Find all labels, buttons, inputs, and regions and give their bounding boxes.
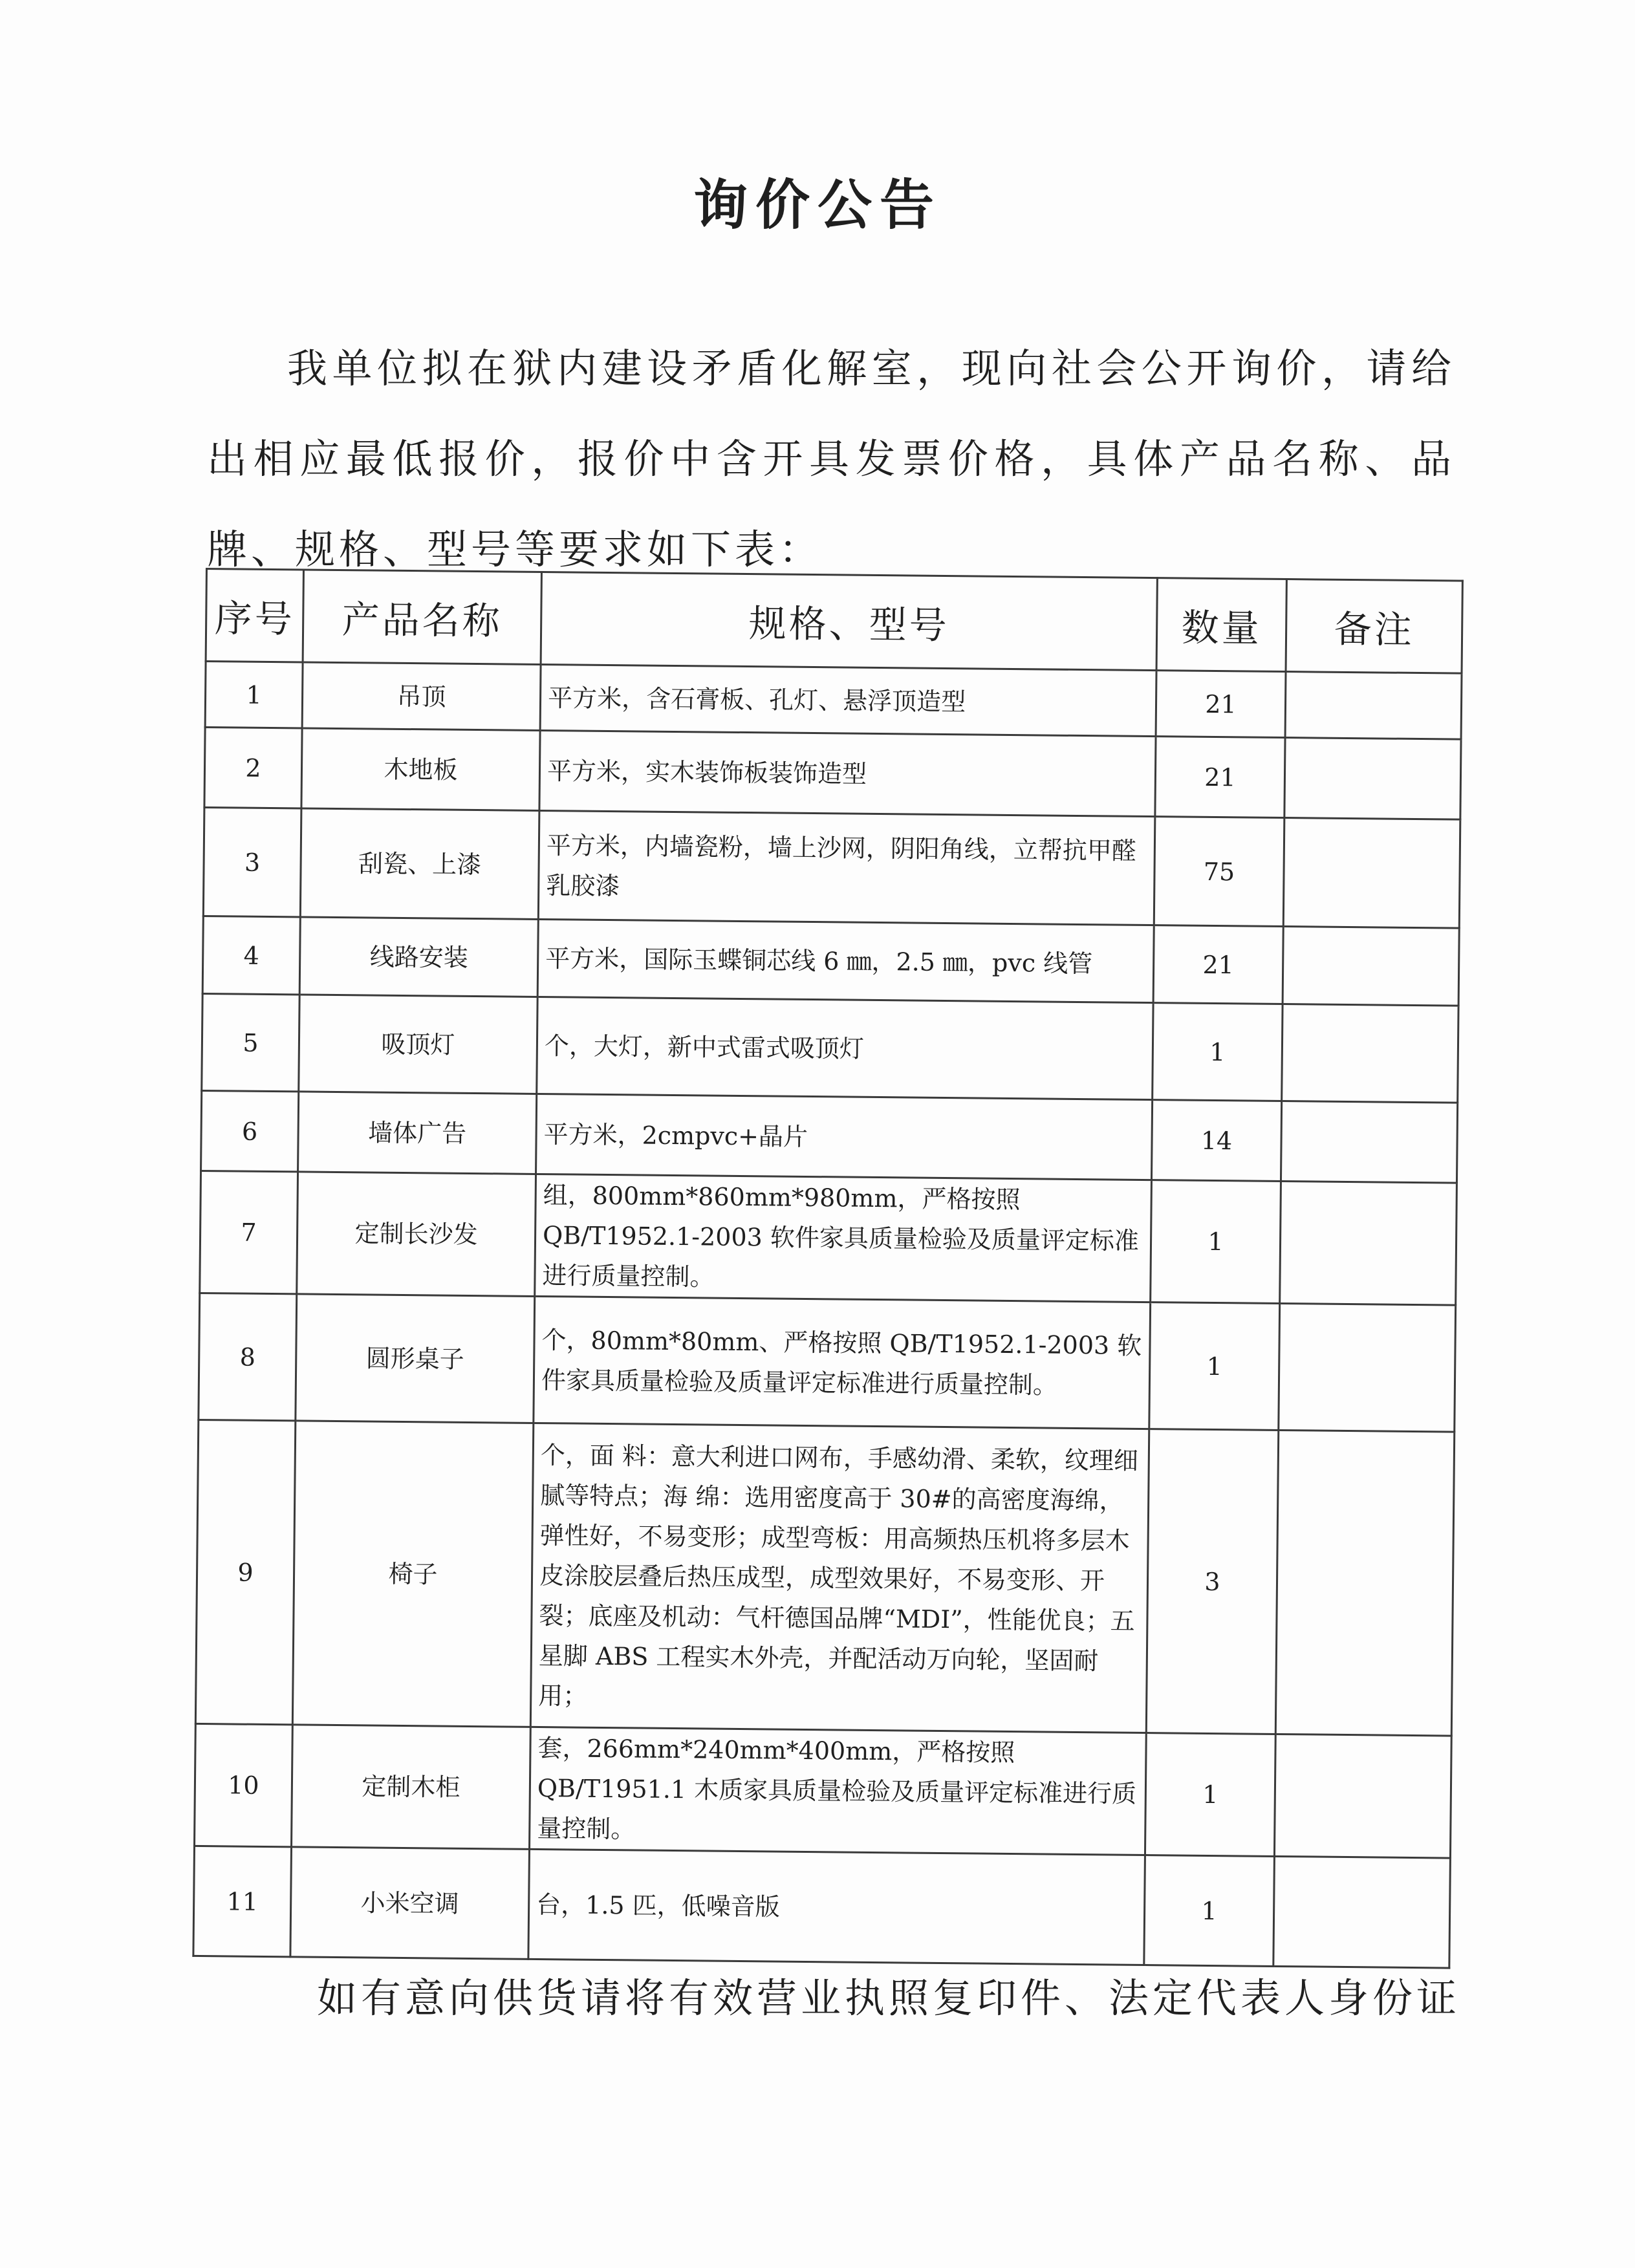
cell-spec: 平方米，内墙瓷粉，墙上沙网，阴阳角线，立帮抗甲醛乳胶漆 [538, 810, 1155, 925]
cell-qty: 21 [1156, 671, 1286, 738]
header-note: 备注 [1286, 579, 1462, 674]
cell-no: 3 [203, 807, 301, 916]
cell-spec: 组，800mm*860mm*980mm，严格按照 QB/T1952.1-2003 软件家具质量检验及质量评定标准进行质量控制。 [535, 1174, 1152, 1302]
table-row [203, 807, 1460, 928]
cell-name: 定制长沙发 [297, 1172, 536, 1297]
table-row [202, 993, 1458, 1103]
table-row [202, 916, 1459, 1006]
page-title: 询价公告 [693, 173, 942, 237]
table-row [193, 1846, 1451, 1968]
cell-name: 吊顶 [302, 662, 541, 731]
table-header-row [206, 569, 1462, 674]
cell-spec: 台，1.5 匹，低噪音版 [528, 1849, 1145, 1965]
cell-note [1283, 927, 1459, 1006]
cell-note [1284, 738, 1461, 820]
cell-spec: 个，面 料：意大利进口网布，手感幼滑、柔软，纹理细腻等特点；海 绵：选用密度高于 30#的高密度海绵，弹性好，不易变形；成型弯板：用高频热压机将多层木皮涂胶层叠后热压成型，成型效果好，不易变形、开裂；底座及机动：气杆德国品牌“MDI”，性能优良；五星脚 ABS 工程实木外壳，并配活动万向轮，坚固耐用； [530, 1423, 1149, 1733]
header-name: 产品名称 [303, 570, 541, 665]
cell-no: 10 [195, 1723, 293, 1846]
cell-no: 7 [200, 1171, 298, 1293]
cell-spec: 个，80mm*80mm、严格按照 QB/T1952.1-2003 软件家具质量检验及质量评定标准进行质量控制。 [534, 1296, 1151, 1429]
cell-spec: 平方米，国际玉蝶铜芯线 6 ㎜，2.5 ㎜，pvc 线管 [537, 919, 1154, 1002]
cell-note [1281, 1101, 1457, 1183]
cell-name: 木地板 [301, 728, 540, 811]
cell-name: 线路安装 [299, 917, 538, 997]
cell-name: 刮瓷、上漆 [300, 808, 539, 920]
cell-name: 小米空调 [290, 1847, 530, 1960]
inquiry-table [192, 568, 1464, 1969]
cell-qty: 1 [1153, 1003, 1283, 1101]
cell-spec: 平方米，实木装饰板装饰造型 [539, 730, 1156, 816]
cell-no: 8 [199, 1293, 297, 1420]
cell-note [1282, 1004, 1458, 1103]
cell-qty: 21 [1153, 925, 1283, 1004]
cell-note [1283, 818, 1460, 929]
table-body [193, 662, 1462, 1969]
cell-qty: 1 [1151, 1180, 1281, 1304]
cell-qty: 3 [1146, 1429, 1279, 1734]
cell-name: 椅子 [292, 1421, 533, 1727]
cell-name: 定制木柜 [292, 1725, 531, 1850]
table-row [204, 728, 1461, 820]
cell-qty: 14 [1151, 1100, 1281, 1182]
intro-paragraph: 我单位拟在狱内建设矛盾化解室，现向社会公开询价，请给出相应最低报价，报价中含开具发票价格，具体产品名称、品牌、规格、型号等要求如下表： [207, 345, 1455, 573]
cell-spec: 个，大灯，新中式雷式吸顶灯 [537, 997, 1153, 1099]
header-spec: 规格、型号 [541, 572, 1157, 670]
cell-name: 吸顶灯 [299, 995, 537, 1094]
table-row [195, 1420, 1454, 1736]
cell-no: 4 [202, 916, 300, 994]
cell-qty: 1 [1145, 1733, 1275, 1857]
cell-qty: 1 [1144, 1855, 1275, 1967]
cell-name: 墙体广告 [298, 1092, 537, 1174]
footer-text: 如有意向供货请将有效营业执照复印件、法定代表人身份证 [317, 1974, 1461, 2022]
cell-qty: 75 [1154, 817, 1284, 927]
cell-note [1275, 1430, 1454, 1736]
cell-note [1279, 1303, 1456, 1432]
cell-note [1280, 1182, 1457, 1306]
cell-note [1285, 672, 1462, 740]
table-row [199, 1293, 1456, 1432]
header-no: 序号 [206, 569, 303, 662]
cell-name: 圆形桌子 [296, 1294, 535, 1423]
cell-no: 2 [204, 728, 302, 808]
cell-spec: 平方米，2cmpvc+晶片 [536, 1094, 1153, 1180]
cell-spec: 套，266mm*240mm*400mm，严格按照 QB/T1951.1 木质家具质量检验及质量评定标准进行质量控制。 [530, 1727, 1147, 1855]
cell-no: 11 [193, 1846, 292, 1956]
cell-qty: 1 [1149, 1302, 1280, 1431]
header-qty: 数量 [1156, 578, 1286, 672]
table-row [201, 1090, 1458, 1183]
cell-note [1274, 1734, 1451, 1858]
table-row [195, 1723, 1452, 1858]
table-row [200, 1171, 1457, 1305]
cell-spec: 平方米，含石膏板、孔灯、悬浮顶造型 [540, 664, 1156, 736]
cell-no: 6 [201, 1090, 299, 1171]
cell-no: 1 [205, 662, 303, 728]
cell-note [1273, 1856, 1451, 1968]
table-row [205, 662, 1462, 740]
cell-no: 9 [195, 1420, 296, 1724]
cell-qty: 21 [1155, 737, 1285, 818]
cell-no: 5 [202, 993, 299, 1091]
